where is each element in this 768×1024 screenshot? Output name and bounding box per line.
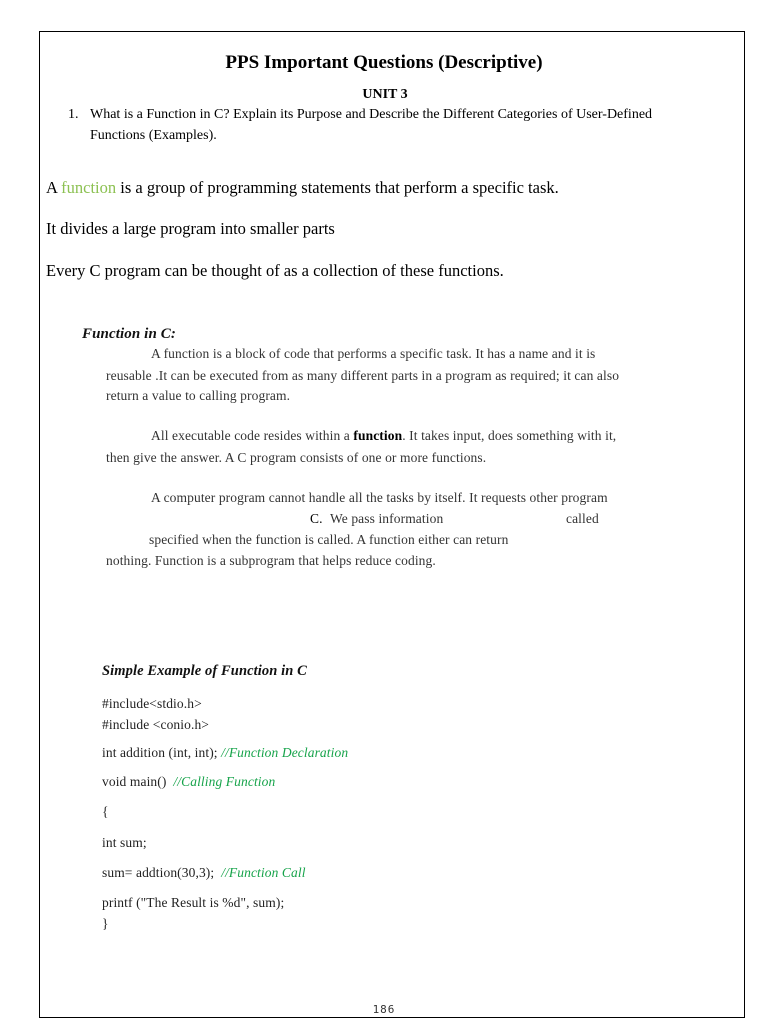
scan-para3-line2a: C. <box>310 511 323 526</box>
code-main: void main() <box>102 774 167 789</box>
code-close-brace: } <box>102 916 109 931</box>
scan-para2-line2: then give the answer. A C program consists of one or more functions. <box>106 450 487 465</box>
intro-paragraph-2: It divides a large program into smaller parts <box>46 219 335 238</box>
code-call: sum= addtion(30,3); <box>102 865 215 880</box>
intro-paragraph-1 <box>46 178 559 198</box>
scan-para2-suffix: . It takes input, does something with it, <box>402 428 617 443</box>
code-main-line <box>102 774 275 790</box>
code-declaration: int addition (int, int); <box>102 745 218 760</box>
code-variable: int sum; <box>102 835 147 850</box>
scan-para3-line1: A computer program cannot handle all the tasks by itself. It requests other program <box>151 490 608 505</box>
code-call-line <box>102 865 306 881</box>
question-text-line2: Functions (Examples). <box>90 128 217 143</box>
scan-heading: Function in C: <box>82 326 176 342</box>
scan-para2-bold: function <box>353 428 403 443</box>
function-keyword: function <box>61 178 117 197</box>
unit-heading: UNIT 3 <box>362 87 408 102</box>
intro-paragraph-3: Every C program can be thought of as a collection of these functions. <box>46 261 504 280</box>
scan-para1-line1: A function is a block of code that performs a specific task. It has a name and it is <box>151 346 596 361</box>
code-include-conio: #include <conio.h> <box>102 717 210 732</box>
scan-para3-line2b: We pass information <box>330 511 444 526</box>
scan-para1-line3: return a value to calling program. <box>106 388 291 403</box>
example-heading: Simple Example of Function in C <box>102 663 307 679</box>
code-open-brace: { <box>102 804 109 819</box>
code-declaration-line <box>102 745 348 761</box>
scan-para3-line2c: called <box>566 511 599 526</box>
scan-para3-line3: specified when the function is called. A function either can return <box>149 532 509 547</box>
intro-p1-prefix: A <box>46 178 62 197</box>
page-number: 186 <box>372 1003 396 1016</box>
code-call-comment: //Function Call <box>221 865 306 880</box>
question-text-line1: What is a Function in C? Explain its Purpose and Describe the Different Categories of User-Defined <box>90 107 653 122</box>
scan-para1-line2: reusable .It can be executed from as many different parts in a program as required; it can also <box>106 368 620 383</box>
code-printf: printf ("The Result is %d", sum); <box>102 895 285 910</box>
scan-para2-line1 <box>151 428 616 444</box>
code-main-comment: //Calling Function <box>173 774 276 789</box>
scan-para3-line4: nothing. Function is a subprogram that helps reduce coding. <box>106 553 436 568</box>
code-declaration-comment: //Function Declaration <box>221 745 349 760</box>
intro-p1-suffix: is a group of programming statements that perform a specific task. <box>116 178 559 197</box>
page-title: PPS Important Questions (Descriptive) <box>225 52 543 73</box>
question-number: 1. <box>68 107 79 122</box>
code-include-stdio: #include<stdio.h> <box>102 696 202 711</box>
scan-para2-prefix: All executable code resides within a <box>151 428 354 443</box>
